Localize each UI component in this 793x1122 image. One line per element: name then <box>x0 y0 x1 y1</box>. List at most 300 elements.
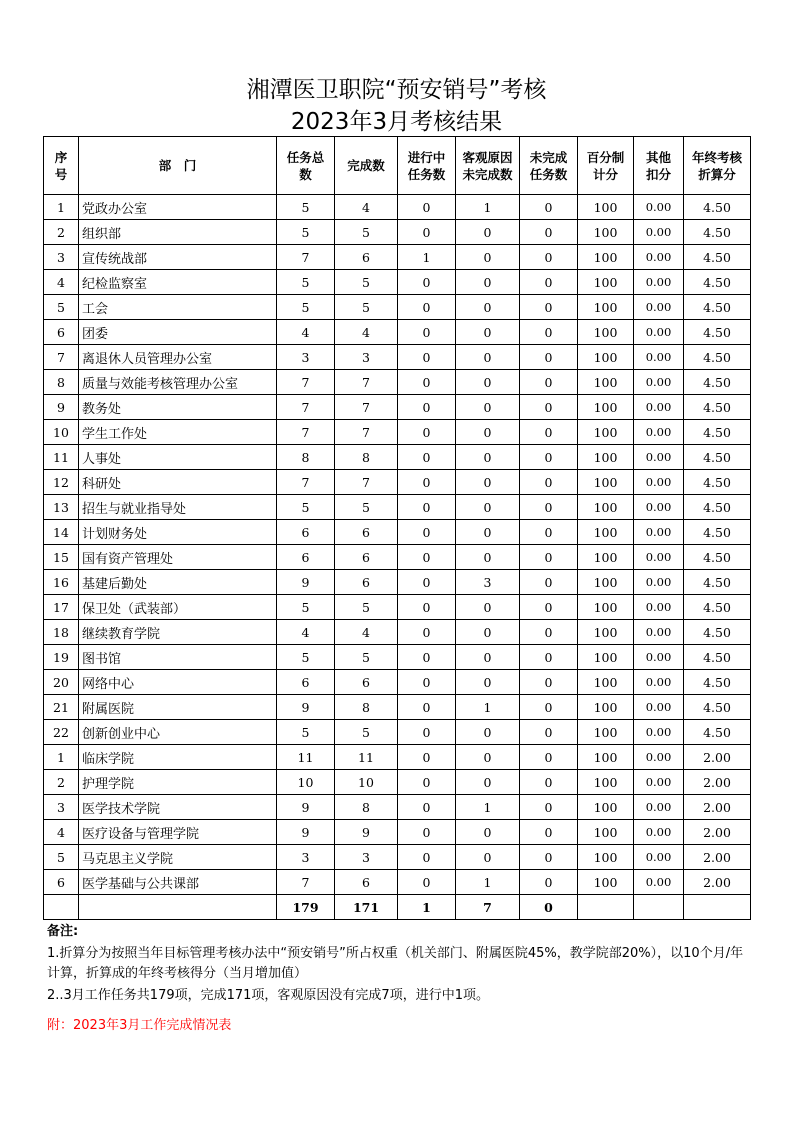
deduct-cell: 0.00 <box>634 695 684 720</box>
undone-cell: 0 <box>520 270 578 295</box>
annual-cell: 4.50 <box>684 495 751 520</box>
objective-cell: 0 <box>456 770 520 795</box>
done-cell: 6 <box>335 545 398 570</box>
deduct-cell: 0.00 <box>634 795 684 820</box>
ongoing-cell: 0 <box>398 270 456 295</box>
ongoing-cell: 0 <box>398 470 456 495</box>
annual-cell: 4.50 <box>684 420 751 445</box>
table-row <box>44 745 751 770</box>
objective-cell: 3 <box>456 570 520 595</box>
total-tasks-cell: 8 <box>277 445 335 470</box>
seq-cell: 8 <box>44 370 79 395</box>
total-tasks-cell: 7 <box>277 370 335 395</box>
done-cell: 3 <box>335 345 398 370</box>
dept-cell: 创新创业中心 <box>79 720 277 745</box>
score-cell: 100 <box>578 695 634 720</box>
table-row <box>44 470 751 495</box>
undone-cell: 0 <box>520 770 578 795</box>
annual-cell: 4.50 <box>684 370 751 395</box>
table-row <box>44 445 751 470</box>
score-cell: 100 <box>578 745 634 770</box>
col-header-undone: 未完成 任务数 <box>520 137 578 195</box>
table-row <box>44 245 751 270</box>
page-title: 湘潭医卫职院“预安销号”考核 <box>246 77 547 103</box>
score-cell: 100 <box>578 645 634 670</box>
undone-cell: 0 <box>520 870 578 895</box>
dept-cell: 网络中心 <box>79 670 277 695</box>
deduct-cell: 0.00 <box>634 520 684 545</box>
total-tasks-cell: 4 <box>277 320 335 345</box>
table-row <box>44 220 751 245</box>
total-tasks-cell: 5 <box>277 195 335 220</box>
seq-cell: 5 <box>44 295 79 320</box>
total-ongoing-cell: 1 <box>398 895 456 920</box>
objective-cell: 0 <box>456 545 520 570</box>
objective-cell: 0 <box>456 495 520 520</box>
undone-cell: 0 <box>520 320 578 345</box>
objective-cell: 0 <box>456 595 520 620</box>
table-row <box>44 370 751 395</box>
table-row <box>44 195 751 220</box>
table-row <box>44 695 751 720</box>
done-cell: 3 <box>335 845 398 870</box>
seq-cell: 13 <box>44 495 79 520</box>
undone-cell: 0 <box>520 395 578 420</box>
dept-cell: 纪检监察室 <box>79 270 277 295</box>
ongoing-cell: 0 <box>398 745 456 770</box>
table-body <box>44 195 751 895</box>
seq-cell: 3 <box>44 245 79 270</box>
seq-cell: 6 <box>44 320 79 345</box>
total-tasks-cell: 3 <box>277 345 335 370</box>
done-cell: 5 <box>335 495 398 520</box>
seq-cell: 22 <box>44 720 79 745</box>
undone-cell: 0 <box>520 195 578 220</box>
ongoing-cell: 0 <box>398 770 456 795</box>
done-cell: 6 <box>335 870 398 895</box>
dept-cell: 组织部 <box>79 220 277 245</box>
annual-cell: 2.00 <box>684 795 751 820</box>
annual-cell: 2.00 <box>684 870 751 895</box>
total-tasks-cell: 7 <box>277 420 335 445</box>
seq-cell: 1 <box>44 745 79 770</box>
objective-cell: 0 <box>456 745 520 770</box>
total-tasks-cell: 6 <box>277 670 335 695</box>
annual-cell: 4.50 <box>684 620 751 645</box>
seq-cell: 21 <box>44 695 79 720</box>
ongoing-cell: 0 <box>398 695 456 720</box>
objective-cell: 0 <box>456 670 520 695</box>
total-tasks-cell: 7 <box>277 395 335 420</box>
deduct-cell: 0.00 <box>634 770 684 795</box>
done-cell: 4 <box>335 195 398 220</box>
ongoing-cell: 0 <box>398 370 456 395</box>
score-cell: 100 <box>578 470 634 495</box>
score-cell: 100 <box>578 495 634 520</box>
total-tasks-cell: 9 <box>277 820 335 845</box>
table-row <box>44 495 751 520</box>
undone-cell: 0 <box>520 695 578 720</box>
annual-cell: 4.50 <box>684 670 751 695</box>
col-header-done: 完成数 <box>335 137 398 195</box>
total-score-cell <box>578 895 634 920</box>
attachment-note: 附：2023年3月工作完成情况表 <box>47 1018 232 1033</box>
undone-cell: 0 <box>520 820 578 845</box>
done-cell: 4 <box>335 620 398 645</box>
annual-cell: 4.50 <box>684 320 751 345</box>
ongoing-cell: 0 <box>398 845 456 870</box>
done-cell: 11 <box>335 745 398 770</box>
col-header-total: 任务总 数 <box>277 137 335 195</box>
annual-cell: 2.00 <box>684 820 751 845</box>
total-undone-cell: 0 <box>520 895 578 920</box>
table-row <box>44 320 751 345</box>
total-annual-cell <box>684 895 751 920</box>
dept-cell: 国有资产管理处 <box>79 545 277 570</box>
dept-cell: 图书馆 <box>79 645 277 670</box>
seq-cell: 16 <box>44 570 79 595</box>
col-header-dept: 部 门 <box>79 137 277 195</box>
seq-cell: 2 <box>44 220 79 245</box>
dept-cell: 临床学院 <box>79 745 277 770</box>
seq-cell: 18 <box>44 620 79 645</box>
deduct-cell: 0.00 <box>634 545 684 570</box>
done-cell: 6 <box>335 245 398 270</box>
dept-cell: 医学技术学院 <box>79 795 277 820</box>
undone-cell: 0 <box>520 470 578 495</box>
total-tasks-cell: 6 <box>277 545 335 570</box>
objective-cell: 0 <box>456 720 520 745</box>
col-header-ongoing: 进行中 任务数 <box>398 137 456 195</box>
col-header-percent: 百分制 计分 <box>578 137 634 195</box>
objective-cell: 0 <box>456 245 520 270</box>
objective-cell: 1 <box>456 195 520 220</box>
table-row <box>44 670 751 695</box>
total-tasks-cell: 5 <box>277 645 335 670</box>
dept-cell: 马克思主义学院 <box>79 845 277 870</box>
annual-cell: 4.50 <box>684 645 751 670</box>
table-row <box>44 770 751 795</box>
deduct-cell: 0.00 <box>634 870 684 895</box>
ongoing-cell: 0 <box>398 620 456 645</box>
dept-cell: 人事处 <box>79 445 277 470</box>
deduct-cell: 0.00 <box>634 195 684 220</box>
table-row <box>44 845 751 870</box>
notes-heading: 备注: <box>47 924 79 939</box>
note-line-2: 2..3月工作任务共179项，完成171项，客观原因没有完成7项，进行中1项。 <box>47 988 489 1003</box>
dept-cell: 宣传统战部 <box>79 245 277 270</box>
ongoing-cell: 0 <box>398 295 456 320</box>
score-cell: 100 <box>578 620 634 645</box>
objective-cell: 0 <box>456 845 520 870</box>
dept-cell: 招生与就业指导处 <box>79 495 277 520</box>
ongoing-cell: 1 <box>398 245 456 270</box>
annual-cell: 4.50 <box>684 220 751 245</box>
score-cell: 100 <box>578 320 634 345</box>
deduct-cell: 0.00 <box>634 245 684 270</box>
objective-cell: 0 <box>456 820 520 845</box>
done-cell: 8 <box>335 695 398 720</box>
ongoing-cell: 0 <box>398 195 456 220</box>
score-cell: 100 <box>578 520 634 545</box>
deduct-cell: 0.00 <box>634 320 684 345</box>
total-tasks-cell: 7 <box>277 245 335 270</box>
ongoing-cell: 0 <box>398 870 456 895</box>
dept-cell: 团委 <box>79 320 277 345</box>
deduct-cell: 0.00 <box>634 820 684 845</box>
deduct-cell: 0.00 <box>634 495 684 520</box>
seq-cell: 6 <box>44 870 79 895</box>
score-cell: 100 <box>578 570 634 595</box>
annual-cell: 4.50 <box>684 570 751 595</box>
annual-cell: 4.50 <box>684 545 751 570</box>
objective-cell: 0 <box>456 270 520 295</box>
dept-cell: 质量与效能考核管理办公室 <box>79 370 277 395</box>
total-tasks-cell: 5 <box>277 220 335 245</box>
ongoing-cell: 0 <box>398 420 456 445</box>
done-cell: 7 <box>335 470 398 495</box>
objective-cell: 0 <box>456 295 520 320</box>
deduct-cell: 0.00 <box>634 595 684 620</box>
deduct-cell: 0.00 <box>634 220 684 245</box>
undone-cell: 0 <box>520 795 578 820</box>
objective-cell: 0 <box>456 645 520 670</box>
score-cell: 100 <box>578 295 634 320</box>
total-tasks-cell: 5 <box>277 295 335 320</box>
score-cell: 100 <box>578 870 634 895</box>
total-objective-cell: 7 <box>456 895 520 920</box>
dept-cell: 离退休人员管理办公室 <box>79 345 277 370</box>
ongoing-cell: 0 <box>398 720 456 745</box>
objective-cell: 0 <box>456 320 520 345</box>
seq-cell: 17 <box>44 595 79 620</box>
seq-cell: 14 <box>44 520 79 545</box>
annual-cell: 4.50 <box>684 520 751 545</box>
seq-cell: 1 <box>44 195 79 220</box>
dept-cell: 保卫处（武装部） <box>79 595 277 620</box>
score-cell: 100 <box>578 220 634 245</box>
annual-cell: 2.00 <box>684 745 751 770</box>
deduct-cell: 0.00 <box>634 570 684 595</box>
header-row <box>44 137 751 195</box>
score-cell: 100 <box>578 420 634 445</box>
undone-cell: 0 <box>520 520 578 545</box>
annual-cell: 4.50 <box>684 445 751 470</box>
annual-cell: 2.00 <box>684 845 751 870</box>
done-cell: 5 <box>335 645 398 670</box>
done-cell: 5 <box>335 220 398 245</box>
deduct-cell: 0.00 <box>634 395 684 420</box>
table-row <box>44 620 751 645</box>
dept-cell: 医学基础与公共课部 <box>79 870 277 895</box>
ongoing-cell: 0 <box>398 345 456 370</box>
seq-cell: 10 <box>44 420 79 445</box>
table-row <box>44 720 751 745</box>
deduct-cell: 0.00 <box>634 670 684 695</box>
total-tasks-cell: 3 <box>277 845 335 870</box>
seq-cell: 12 <box>44 470 79 495</box>
col-header-annual: 年终考核 折算分 <box>684 137 751 195</box>
ongoing-cell: 0 <box>398 595 456 620</box>
score-cell: 100 <box>578 845 634 870</box>
total-tasks-cell: 5 <box>277 720 335 745</box>
score-cell: 100 <box>578 720 634 745</box>
score-cell: 100 <box>578 270 634 295</box>
ongoing-cell: 0 <box>398 820 456 845</box>
done-cell: 5 <box>335 595 398 620</box>
undone-cell: 0 <box>520 720 578 745</box>
objective-cell: 1 <box>456 795 520 820</box>
table-row <box>44 570 751 595</box>
total-tasks-cell: 11 <box>277 745 335 770</box>
total-tasks-cell: 6 <box>277 520 335 545</box>
deduct-cell: 0.00 <box>634 620 684 645</box>
totals-row <box>44 895 751 920</box>
deduct-cell: 0.00 <box>634 845 684 870</box>
deduct-cell: 0.00 <box>634 345 684 370</box>
deduct-cell: 0.00 <box>634 270 684 295</box>
deduct-cell: 0.00 <box>634 470 684 495</box>
seq-cell: 4 <box>44 270 79 295</box>
undone-cell: 0 <box>520 495 578 520</box>
done-cell: 8 <box>335 445 398 470</box>
total-seq-cell <box>44 895 79 920</box>
note-line-1: 1.折算分为按照当年目标管理考核办法中“预安销号”所占权重（机关部门、附属医院45%，教学院部20%），以10个月/年计算，折算成的年终考核得分（当月增加值） <box>47 946 744 981</box>
dept-cell: 继续教育学院 <box>79 620 277 645</box>
table-row <box>44 520 751 545</box>
undone-cell: 0 <box>520 620 578 645</box>
score-cell: 100 <box>578 545 634 570</box>
results-table <box>43 136 751 920</box>
dept-cell: 计划财务处 <box>79 520 277 545</box>
dept-cell: 党政办公室 <box>79 195 277 220</box>
seq-cell: 4 <box>44 820 79 845</box>
objective-cell: 0 <box>456 620 520 645</box>
done-cell: 8 <box>335 795 398 820</box>
done-cell: 9 <box>335 820 398 845</box>
annual-cell: 4.50 <box>684 595 751 620</box>
undone-cell: 0 <box>520 845 578 870</box>
total-tasks-cell: 9 <box>277 795 335 820</box>
col-header-objective: 客观原因 未完成数 <box>456 137 520 195</box>
undone-cell: 0 <box>520 570 578 595</box>
col-header-seq: 序 号 <box>44 137 79 195</box>
done-cell: 7 <box>335 420 398 445</box>
table-row <box>44 420 751 445</box>
done-cell: 6 <box>335 670 398 695</box>
table-row <box>44 595 751 620</box>
ongoing-cell: 0 <box>398 545 456 570</box>
score-cell: 100 <box>578 445 634 470</box>
score-cell: 100 <box>578 670 634 695</box>
page-subtitle: 2023年3月考核结果 <box>290 109 503 135</box>
objective-cell: 0 <box>456 470 520 495</box>
table-row <box>44 795 751 820</box>
deduct-cell: 0.00 <box>634 420 684 445</box>
dept-cell: 附属医院 <box>79 695 277 720</box>
dept-cell: 基建后勤处 <box>79 570 277 595</box>
score-cell: 100 <box>578 195 634 220</box>
annual-cell: 4.50 <box>684 720 751 745</box>
score-cell: 100 <box>578 795 634 820</box>
annual-cell: 4.50 <box>684 295 751 320</box>
undone-cell: 0 <box>520 545 578 570</box>
table-row <box>44 820 751 845</box>
annual-cell: 4.50 <box>684 195 751 220</box>
total-tasks-cell: 7 <box>277 470 335 495</box>
done-cell: 10 <box>335 770 398 795</box>
done-cell: 5 <box>335 720 398 745</box>
ongoing-cell: 0 <box>398 320 456 345</box>
ongoing-cell: 0 <box>398 495 456 520</box>
score-cell: 100 <box>578 395 634 420</box>
score-cell: 100 <box>578 595 634 620</box>
dept-cell: 教务处 <box>79 395 277 420</box>
seq-cell: 9 <box>44 395 79 420</box>
table-row <box>44 545 751 570</box>
dept-cell: 医疗设备与管理学院 <box>79 820 277 845</box>
deduct-cell: 0.00 <box>634 445 684 470</box>
seq-cell: 19 <box>44 645 79 670</box>
col-header-other: 其他 扣分 <box>634 137 684 195</box>
table-row <box>44 345 751 370</box>
seq-cell: 2 <box>44 770 79 795</box>
annual-cell: 4.50 <box>684 270 751 295</box>
total-tasks-cell: 4 <box>277 620 335 645</box>
table-row <box>44 645 751 670</box>
seq-cell: 20 <box>44 670 79 695</box>
ongoing-cell: 0 <box>398 220 456 245</box>
total-tasks-cell: 5 <box>277 495 335 520</box>
annual-cell: 4.50 <box>684 345 751 370</box>
undone-cell: 0 <box>520 370 578 395</box>
total-tasks-cell: 179 <box>277 895 335 920</box>
deduct-cell: 0.00 <box>634 720 684 745</box>
annual-cell: 2.00 <box>684 770 751 795</box>
dept-cell: 护理学院 <box>79 770 277 795</box>
total-tasks-cell: 5 <box>277 595 335 620</box>
ongoing-cell: 0 <box>398 445 456 470</box>
ongoing-cell: 0 <box>398 795 456 820</box>
undone-cell: 0 <box>520 220 578 245</box>
total-tasks-cell: 10 <box>277 770 335 795</box>
score-cell: 100 <box>578 345 634 370</box>
total-done-cell: 171 <box>335 895 398 920</box>
dept-cell: 学生工作处 <box>79 420 277 445</box>
undone-cell: 0 <box>520 745 578 770</box>
undone-cell: 0 <box>520 445 578 470</box>
annual-cell: 4.50 <box>684 470 751 495</box>
total-tasks-cell: 7 <box>277 870 335 895</box>
table-row <box>44 270 751 295</box>
table-row <box>44 295 751 320</box>
score-cell: 100 <box>578 820 634 845</box>
deduct-cell: 0.00 <box>634 295 684 320</box>
objective-cell: 0 <box>456 370 520 395</box>
total-tasks-cell: 9 <box>277 570 335 595</box>
deduct-cell: 0.00 <box>634 745 684 770</box>
undone-cell: 0 <box>520 295 578 320</box>
undone-cell: 0 <box>520 670 578 695</box>
objective-cell: 0 <box>456 345 520 370</box>
objective-cell: 1 <box>456 870 520 895</box>
annual-cell: 4.50 <box>684 245 751 270</box>
done-cell: 5 <box>335 295 398 320</box>
seq-cell: 3 <box>44 795 79 820</box>
seq-cell: 15 <box>44 545 79 570</box>
objective-cell: 0 <box>456 420 520 445</box>
undone-cell: 0 <box>520 420 578 445</box>
